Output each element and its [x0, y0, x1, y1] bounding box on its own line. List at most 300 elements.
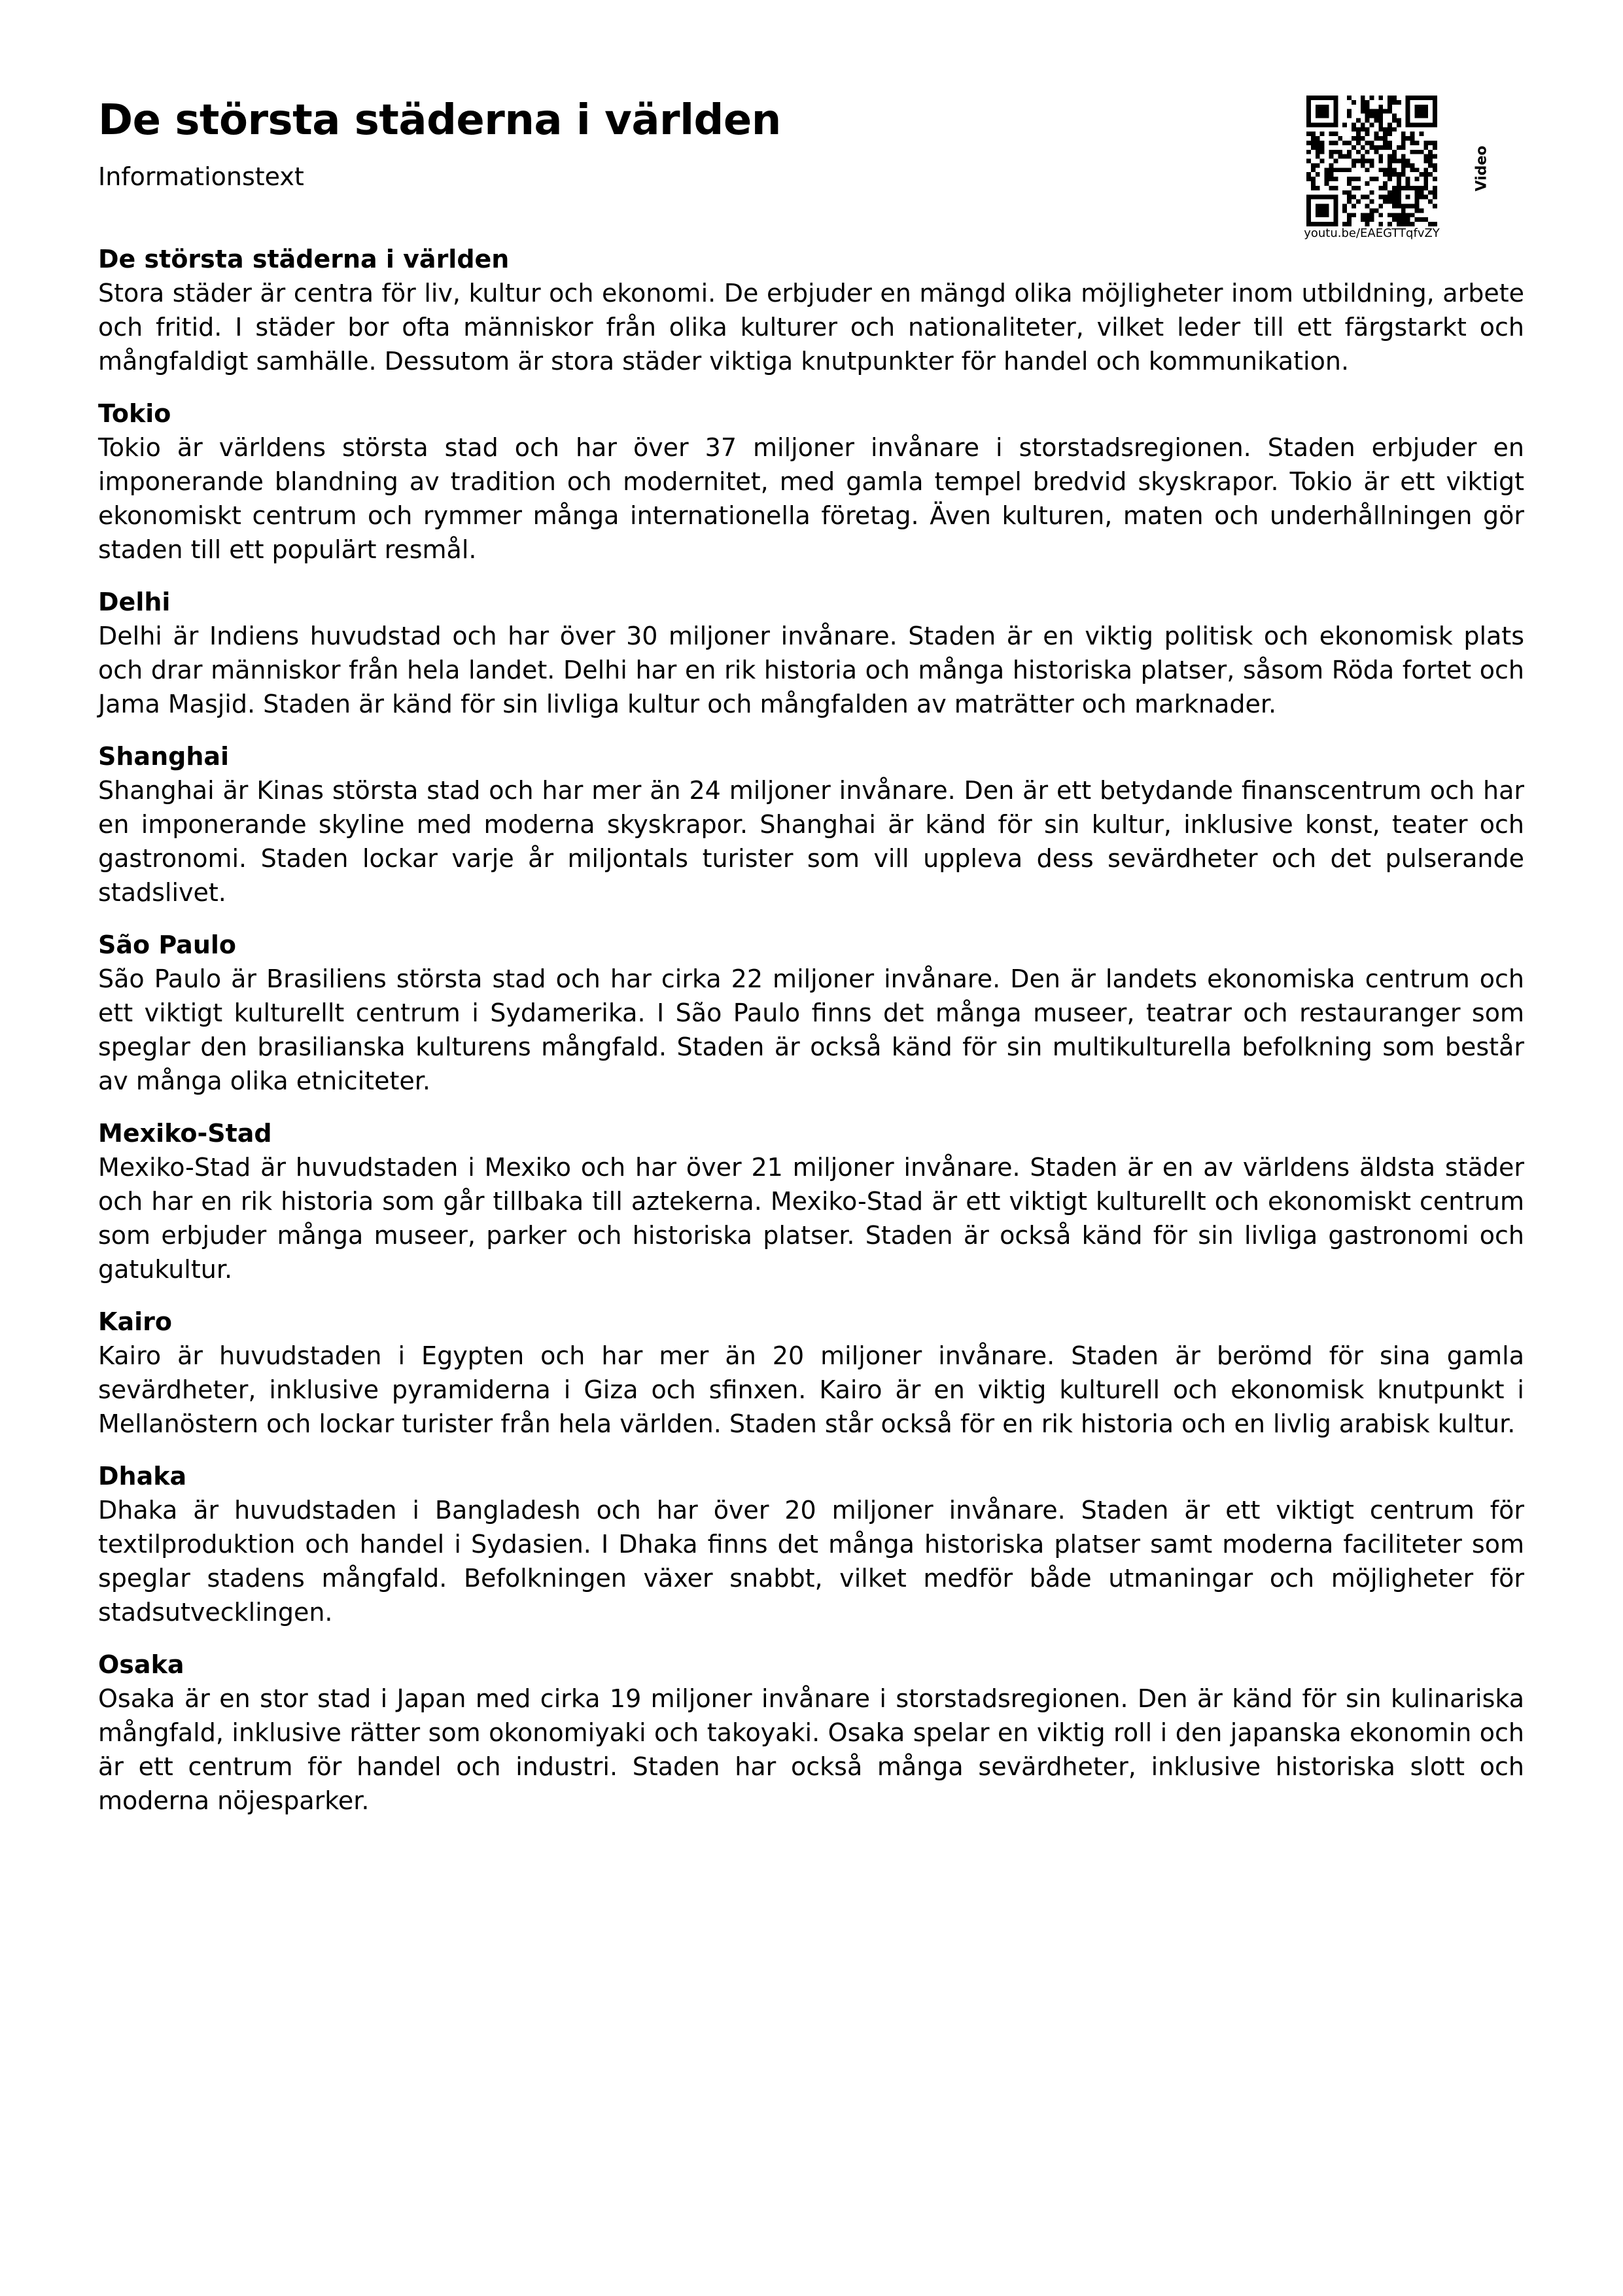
qr-module — [1378, 127, 1383, 132]
qr-module — [1428, 159, 1433, 164]
qr-module — [1365, 150, 1370, 154]
qr-module — [1419, 132, 1423, 136]
page-title: De största städerna i världen — [98, 96, 781, 145]
qr-module — [1433, 118, 1437, 122]
qr-module — [1433, 168, 1437, 172]
qr-module — [1352, 177, 1356, 181]
qr-module — [1387, 190, 1392, 195]
qr-module — [1410, 150, 1415, 154]
qr-module — [1347, 222, 1352, 226]
qr-module — [1361, 154, 1365, 159]
qr-module — [1415, 96, 1420, 100]
qr-module — [1316, 145, 1320, 150]
qr-module — [1320, 132, 1325, 136]
qr-module — [1311, 195, 1316, 200]
qr-module — [1387, 159, 1392, 164]
qr-module — [1406, 100, 1410, 105]
qr-module — [1329, 154, 1333, 159]
qr-module — [1433, 122, 1437, 127]
qr-module — [1419, 208, 1423, 213]
qr-module — [1329, 195, 1333, 200]
qr-module — [1361, 213, 1365, 217]
qr-module — [1329, 163, 1333, 168]
qr-module — [1342, 154, 1347, 159]
qr-module — [1316, 208, 1320, 213]
qr-module — [1401, 204, 1406, 209]
qr-module — [1333, 122, 1338, 127]
qr-module — [1356, 132, 1361, 136]
section-heading: Delhi — [98, 588, 171, 616]
qr-module — [1306, 204, 1311, 209]
qr-module — [1423, 195, 1428, 200]
qr-module — [1423, 172, 1428, 177]
qr-module — [1306, 132, 1311, 136]
qr-module — [1428, 172, 1433, 177]
qr-module — [1325, 105, 1329, 109]
qr-module — [1415, 200, 1420, 204]
qr-module — [1401, 208, 1406, 213]
qr-module — [1352, 163, 1356, 168]
qr-module — [1333, 114, 1338, 118]
qr-module — [1401, 163, 1406, 168]
qr-module — [1392, 154, 1397, 159]
qr-module — [1306, 96, 1311, 100]
qr-block — [1292, 96, 1459, 246]
section-text: Osaka är en stor stad i Japan med cirka 19 miljoner invånare i storstadsregionen. Den är känd för sin kulinariska mångfald, inklusive rätter som okonomiyaki och takoyaki. Osaka spelar en viktig roll i den japanska ekonomin och är ett centrum för handel och industri. Staden har också många sevärdheter, inklusive historiska slott och moderna nöjesparker. — [98, 1684, 1524, 1815]
qr-module — [1397, 145, 1401, 150]
qr-module — [1383, 200, 1387, 204]
qr-module — [1347, 109, 1352, 114]
qr-module — [1361, 136, 1365, 141]
qr-module — [1406, 114, 1410, 118]
qr-module — [1311, 122, 1316, 127]
qr-module — [1333, 141, 1338, 145]
qr-module — [1320, 222, 1325, 226]
qr-module — [1419, 195, 1423, 200]
qr-module — [1352, 145, 1356, 150]
qr-module — [1387, 172, 1392, 177]
qr-module — [1397, 195, 1401, 200]
qr-module — [1356, 200, 1361, 204]
qr-module — [1361, 122, 1365, 127]
section-mexiko-stad — [98, 1116, 1524, 1286]
qr-module — [1387, 145, 1392, 150]
qr-module — [1415, 204, 1420, 209]
qr-module — [1423, 217, 1428, 222]
qr-module — [1325, 177, 1329, 181]
qr-module — [1325, 122, 1329, 127]
qr-module — [1423, 109, 1428, 114]
qr-module — [1311, 145, 1316, 150]
qr-module — [1333, 159, 1338, 164]
qr-module — [1415, 114, 1420, 118]
qr-module — [1397, 222, 1401, 226]
qr-module — [1401, 145, 1406, 150]
qr-module — [1410, 186, 1415, 190]
qr-module — [1320, 109, 1325, 114]
qr-module — [1415, 109, 1420, 114]
qr-module — [1392, 172, 1397, 177]
section-dhaka — [98, 1459, 1524, 1629]
qr-module — [1347, 177, 1352, 181]
qr-module — [1306, 100, 1311, 105]
qr-module — [1419, 109, 1423, 114]
qr-module — [1387, 105, 1392, 109]
qr-module — [1433, 186, 1437, 190]
qr-module — [1316, 150, 1320, 154]
qr-module — [1419, 114, 1423, 118]
qr-module — [1433, 154, 1437, 159]
qr-module — [1378, 145, 1383, 150]
qr-module — [1352, 100, 1356, 105]
qr-module — [1338, 150, 1342, 154]
qr-module — [1428, 141, 1433, 145]
qr-module — [1410, 213, 1415, 217]
qr-module — [1320, 213, 1325, 217]
qr-module — [1415, 190, 1420, 195]
qr-module — [1383, 195, 1387, 200]
qr-module — [1378, 96, 1383, 100]
qr-module — [1374, 145, 1378, 150]
qr-module — [1423, 122, 1428, 127]
qr-module — [1333, 118, 1338, 122]
qr-url[interactable]: youtu.be/EAEGTTqfvZY — [1304, 226, 1440, 240]
qr-module — [1406, 186, 1410, 190]
qr-module — [1401, 136, 1406, 141]
qr-module — [1415, 217, 1420, 222]
qr-module — [1325, 96, 1329, 100]
qr-module — [1329, 132, 1333, 136]
qr-module — [1342, 141, 1347, 145]
section-text: Dhaka är huvudstaden i Bangladesh och har över 20 miljoner invånare. Staden är ett viktigt centrum för textilproduktion och handel i Sydasien. I Dhaka finns det många historiska platser samt moderna faciliteter som speglar stadens mångfald. Befolkningen växer snabbt, vilket medför både utmaningar och möjligheter för stadsutvecklingen. — [98, 1496, 1524, 1627]
qr-module — [1365, 168, 1370, 172]
qr-module — [1311, 141, 1316, 145]
qr-module — [1311, 136, 1316, 141]
section-intro — [98, 242, 1524, 378]
qr-module — [1406, 163, 1410, 168]
qr-module — [1342, 122, 1347, 127]
qr-module — [1428, 190, 1433, 195]
qr-module — [1333, 168, 1338, 172]
qr-module — [1370, 190, 1374, 195]
qr-module — [1306, 222, 1311, 226]
article-body — [98, 242, 1524, 1836]
qr-module — [1433, 96, 1437, 100]
qr-module — [1397, 181, 1401, 186]
qr-module — [1383, 141, 1387, 145]
qr-module — [1433, 114, 1437, 118]
qr-module — [1423, 154, 1428, 159]
qr-module — [1397, 177, 1401, 181]
qr-module — [1374, 132, 1378, 136]
qr-module — [1347, 190, 1352, 195]
qr-module — [1392, 186, 1397, 190]
qr-module — [1329, 177, 1333, 181]
qr-module — [1419, 122, 1423, 127]
qr-module — [1325, 222, 1329, 226]
qr-module — [1316, 195, 1320, 200]
qr-module — [1370, 217, 1374, 222]
qr-module — [1387, 163, 1392, 168]
qr-module — [1392, 168, 1397, 172]
qr-module — [1306, 213, 1311, 217]
qr-module — [1347, 141, 1352, 145]
qr-module — [1378, 168, 1383, 172]
qr-module — [1311, 177, 1316, 181]
qr-module — [1401, 154, 1406, 159]
qr-module — [1356, 159, 1361, 164]
qr-module — [1329, 150, 1333, 154]
qr-module — [1387, 109, 1392, 114]
qr-module — [1410, 168, 1415, 172]
qr-module — [1378, 186, 1383, 190]
qr-module — [1423, 114, 1428, 118]
qr-module — [1406, 109, 1410, 114]
qr-module — [1419, 96, 1423, 100]
qr-module — [1428, 150, 1433, 154]
qr-module — [1378, 109, 1383, 114]
qr-module — [1347, 181, 1352, 186]
qr-module — [1387, 141, 1392, 145]
qr-module — [1419, 172, 1423, 177]
qr-module — [1365, 195, 1370, 200]
qr-module — [1392, 150, 1397, 154]
qr-module — [1306, 217, 1311, 222]
qr-module — [1410, 204, 1415, 209]
qr-module — [1365, 100, 1370, 105]
qr-module — [1365, 141, 1370, 145]
qr-module — [1387, 200, 1392, 204]
qr-module — [1329, 122, 1333, 127]
qr-module — [1347, 114, 1352, 118]
qr-module — [1397, 159, 1401, 164]
qr-module — [1333, 109, 1338, 114]
qr-module — [1320, 122, 1325, 127]
section-heading: São Paulo — [98, 930, 237, 959]
qr-module — [1383, 172, 1387, 177]
qr-module — [1406, 136, 1410, 141]
qr-module — [1316, 213, 1320, 217]
qr-module — [1347, 213, 1352, 217]
qr-module — [1410, 132, 1415, 136]
qr-module — [1320, 208, 1325, 213]
qr-module — [1370, 145, 1374, 150]
qr-module — [1329, 186, 1333, 190]
qr-module — [1347, 154, 1352, 159]
qr-module — [1370, 122, 1374, 127]
section-text: Tokio är världens största stad och har över 37 miljoner invånare i storstadsregionen. Staden erbjuder en imponerande blandning av tradition och modernitet, med gamla tempel bredvid skyskrapor. Tokio är ett viktigt ekonomiskt centrum och rymmer många internationella företag. Även kulturen, maten och underhållningen gör staden till ett populärt resmål. — [98, 433, 1524, 564]
qr-module — [1415, 177, 1420, 181]
qr-module — [1401, 159, 1406, 164]
qr-module — [1320, 105, 1325, 109]
qr-module — [1392, 200, 1397, 204]
qr-module — [1325, 213, 1329, 217]
qr-module — [1365, 105, 1370, 109]
qr-module — [1383, 109, 1387, 114]
qr-module — [1374, 177, 1378, 181]
qr-module — [1401, 132, 1406, 136]
qr-module — [1356, 127, 1361, 132]
qr-module — [1397, 122, 1401, 127]
qr-module — [1361, 100, 1365, 105]
qr-module — [1433, 177, 1437, 181]
qr-module — [1316, 109, 1320, 114]
qr-module — [1306, 114, 1311, 118]
qr-module — [1329, 96, 1333, 100]
qr-module — [1387, 132, 1392, 136]
qr-module — [1383, 132, 1387, 136]
qr-module — [1311, 186, 1316, 190]
qr-module — [1370, 114, 1374, 118]
qr-module — [1392, 96, 1397, 100]
qr-module — [1316, 136, 1320, 141]
section-heading: Dhaka — [98, 1462, 187, 1491]
qr-module — [1406, 159, 1410, 164]
qr-module — [1333, 217, 1338, 222]
section-heading: Tokio — [98, 399, 171, 428]
qr-module — [1325, 168, 1329, 172]
qr-module — [1325, 195, 1329, 200]
qr-module — [1352, 122, 1356, 127]
qr-module — [1320, 150, 1325, 154]
qr-module — [1361, 96, 1365, 100]
qr-module — [1392, 100, 1397, 105]
qr-module — [1311, 96, 1316, 100]
qr-module — [1383, 181, 1387, 186]
qr-module — [1392, 195, 1397, 200]
qr-module — [1365, 204, 1370, 209]
qr-module — [1370, 200, 1374, 204]
section-osaka — [98, 1648, 1524, 1818]
section-text: Delhi är Indiens huvudstad och har över 30 miljoner invånare. Staden är en viktig politisk och ekonomisk plats och drar människor från hela landet. Delhi har en rik historia och många historiska platser, såsom Röda fortet och Jama Masjid. Staden är känd för sin livliga kultur och mångfalden av maträtter och marknader. — [98, 622, 1524, 718]
qr-module — [1361, 217, 1365, 222]
qr-module — [1433, 163, 1437, 168]
qr-module — [1423, 168, 1428, 172]
qr-module — [1433, 204, 1437, 209]
qr-module — [1329, 172, 1333, 177]
qr-module — [1392, 204, 1397, 209]
qr-module — [1333, 100, 1338, 105]
qr-module — [1423, 145, 1428, 150]
qr-module — [1316, 172, 1320, 177]
qr-module — [1378, 222, 1383, 226]
qr-module — [1410, 141, 1415, 145]
qr-module — [1333, 150, 1338, 154]
qr-module — [1338, 136, 1342, 141]
qr-module — [1378, 105, 1383, 109]
qr-module — [1365, 222, 1370, 226]
qr-module — [1428, 200, 1433, 204]
qr-module — [1406, 177, 1410, 181]
qr-module — [1365, 132, 1370, 136]
qr-module — [1365, 109, 1370, 114]
qr-module — [1370, 163, 1374, 168]
section-heading: Kairo — [98, 1307, 172, 1336]
qr-module — [1410, 222, 1415, 226]
qr-module — [1423, 186, 1428, 190]
qr-module — [1428, 122, 1433, 127]
qr-code-icon[interactable] — [1306, 96, 1437, 226]
qr-module — [1433, 222, 1437, 226]
qr-module — [1365, 213, 1370, 217]
qr-module — [1433, 105, 1437, 109]
section-kairo — [98, 1305, 1524, 1441]
qr-module — [1374, 118, 1378, 122]
qr-module — [1333, 213, 1338, 217]
qr-module — [1397, 172, 1401, 177]
qr-module — [1306, 172, 1311, 177]
qr-module — [1311, 181, 1316, 186]
qr-module — [1419, 150, 1423, 154]
qr-module — [1325, 109, 1329, 114]
qr-module — [1306, 122, 1311, 127]
qr-module — [1387, 96, 1392, 100]
qr-module — [1401, 168, 1406, 172]
qr-module — [1333, 208, 1338, 213]
qr-module — [1342, 190, 1347, 195]
section-text: São Paulo är Brasiliens största stad och har cirka 22 miljoner invånare. Den är landets ekonomiska centrum och ett viktigt kulturellt centrum i Sydamerika. I São Paulo finns det många museer, teatrar och restauranger som speglar den brasilianska kulturens mångfald. Staden är också känd för sin multikulturella befolkning som består av många olika etniciteter. — [98, 964, 1524, 1095]
qr-module — [1423, 159, 1428, 164]
qr-module — [1306, 118, 1311, 122]
qr-module — [1316, 222, 1320, 226]
qr-module — [1406, 213, 1410, 217]
qr-module — [1333, 105, 1338, 109]
qr-module — [1361, 105, 1365, 109]
qr-module — [1311, 168, 1316, 172]
qr-module — [1433, 100, 1437, 105]
qr-module — [1338, 154, 1342, 159]
qr-module — [1415, 105, 1420, 109]
qr-module — [1423, 141, 1428, 145]
qr-module — [1325, 204, 1329, 209]
qr-module — [1401, 186, 1406, 190]
qr-module — [1365, 127, 1370, 132]
qr-module — [1329, 222, 1333, 226]
qr-module — [1356, 177, 1361, 181]
qr-module — [1387, 222, 1392, 226]
qr-module — [1401, 141, 1406, 145]
qr-module — [1374, 208, 1378, 213]
qr-module — [1423, 96, 1428, 100]
qr-module — [1392, 213, 1397, 217]
qr-module — [1378, 136, 1383, 141]
qr-module — [1356, 150, 1361, 154]
qr-module — [1347, 200, 1352, 204]
qr-module — [1383, 136, 1387, 141]
qr-module — [1333, 132, 1338, 136]
qr-module — [1397, 190, 1401, 195]
qr-module — [1387, 177, 1392, 181]
section-delhi — [98, 585, 1524, 721]
qr-module — [1415, 122, 1420, 127]
qr-module — [1311, 132, 1316, 136]
qr-module — [1415, 141, 1420, 145]
qr-module — [1365, 159, 1370, 164]
qr-module — [1352, 213, 1356, 217]
qr-module — [1370, 159, 1374, 164]
qr-module — [1406, 204, 1410, 209]
qr-module — [1428, 163, 1433, 168]
qr-module — [1306, 141, 1311, 145]
section-heading: Osaka — [98, 1650, 184, 1679]
qr-module — [1406, 118, 1410, 122]
qr-module — [1316, 186, 1320, 190]
qr-module — [1433, 190, 1437, 195]
qr-module — [1306, 208, 1311, 213]
qr-module — [1370, 208, 1374, 213]
qr-module — [1325, 172, 1329, 177]
qr-module — [1316, 96, 1320, 100]
